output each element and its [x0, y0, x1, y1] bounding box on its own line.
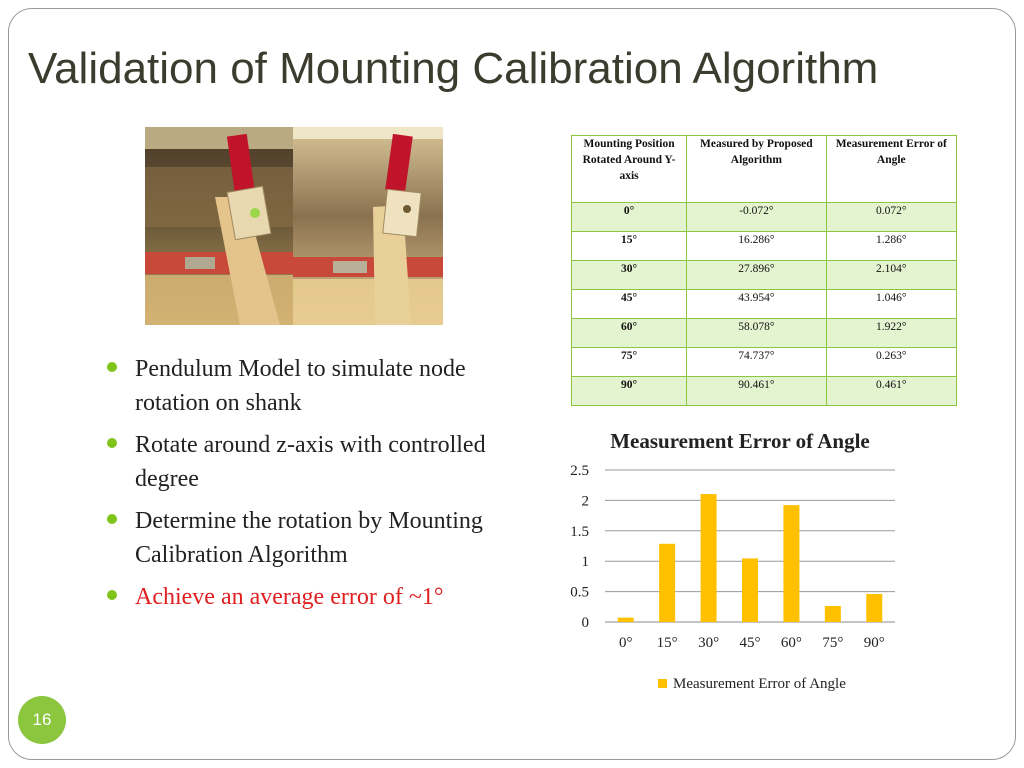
- chart-y-tick-label: 0: [581, 615, 589, 631]
- chart-y-tick-label: 2: [581, 493, 589, 510]
- table-header-row: [572, 136, 957, 203]
- table-row: [572, 290, 957, 319]
- table-cell: 75°: [572, 348, 687, 377]
- chart-x-tick-label: 45°: [739, 635, 761, 651]
- results-table: [571, 135, 957, 406]
- pendulum-photo-left: [145, 127, 293, 325]
- table-cell: 0.263°: [826, 348, 956, 377]
- table-cell: 15°: [572, 232, 687, 261]
- chart-bar: [701, 494, 717, 622]
- chart-x-tick-label: 15°: [656, 635, 678, 651]
- chart-bar: [742, 558, 758, 622]
- table-row: [572, 203, 957, 232]
- chart-title: Measurement Error of Angle: [610, 429, 870, 453]
- table-cell: 60°: [572, 319, 687, 348]
- table-row: [572, 261, 957, 290]
- chart-x-tick-label: 90°: [863, 635, 885, 651]
- chart-y-tick-label: 1.5: [570, 523, 589, 540]
- bullet-dot-icon: [107, 438, 117, 448]
- slide-title: Validation of Mounting Calibration Algorithm: [28, 44, 879, 93]
- bullet-dot-icon: [107, 362, 117, 372]
- chart-y-tick-label: 0.5: [570, 584, 589, 601]
- chart-legend-label: Measurement Error of Angle: [673, 676, 846, 692]
- table-header: Mounting Position Rotated Around Y-axis: [572, 136, 687, 203]
- chart-x-tick-label: 75°: [822, 635, 844, 651]
- bullet-item: Pendulum Model to simulate node rotation on shank: [105, 352, 525, 420]
- table-cell: 58.078°: [687, 319, 826, 348]
- table-row: [572, 319, 957, 348]
- chart-svg: [560, 425, 920, 705]
- table-cell: 90.461°: [687, 377, 826, 406]
- table-cell: 45°: [572, 290, 687, 319]
- bullet-list: [105, 352, 525, 622]
- table-header: Measured by Proposed Algorithm: [687, 136, 826, 203]
- chart-bar: [825, 606, 841, 622]
- table-cell: -0.072°: [687, 203, 826, 232]
- pendulum-photo-right: [293, 127, 443, 325]
- chart-y-tick-label: 2.5: [570, 463, 589, 479]
- table-cell: 0.461°: [826, 377, 956, 406]
- chart-x-tick-label: 60°: [780, 635, 802, 651]
- table-row: [572, 377, 957, 406]
- chart-y-tick-label: 1: [581, 554, 589, 571]
- chart-x-tick-label: 0°: [618, 635, 633, 651]
- table-cell: 43.954°: [687, 290, 826, 319]
- error-chart: [560, 425, 920, 705]
- page-number: 16: [18, 696, 66, 744]
- table-cell: 27.896°: [687, 261, 826, 290]
- bullet-item: Determine the rotation by Mounting Calibration Algorithm: [105, 504, 525, 572]
- chart-x-tick-label: 30°: [698, 635, 720, 651]
- table-cell: 1.286°: [826, 232, 956, 261]
- bullet-dot-icon: [107, 514, 117, 524]
- bullet-item-highlight: Achieve an average error of ~1°: [105, 580, 525, 614]
- chart-bar: [659, 544, 675, 622]
- table-cell: 1.046°: [826, 290, 956, 319]
- table-row: [572, 348, 957, 377]
- table-cell: 0.072°: [826, 203, 956, 232]
- table-cell: 2.104°: [826, 261, 956, 290]
- table-cell: 0°: [572, 203, 687, 232]
- table-cell: 30°: [572, 261, 687, 290]
- chart-legend-swatch: [658, 679, 667, 688]
- table-row: [572, 232, 957, 261]
- table-cell: 16.286°: [687, 232, 826, 261]
- table-cell: 1.922°: [826, 319, 956, 348]
- chart-bar: [618, 618, 634, 622]
- chart-bar: [783, 505, 799, 622]
- table-cell: 90°: [572, 377, 687, 406]
- table-header: Measurement Error of Angle: [826, 136, 956, 203]
- chart-bar: [866, 594, 882, 622]
- bullet-item: Rotate around z-axis with controlled degree: [105, 428, 525, 496]
- table-cell: 74.737°: [687, 348, 826, 377]
- bullet-dot-icon: [107, 590, 117, 600]
